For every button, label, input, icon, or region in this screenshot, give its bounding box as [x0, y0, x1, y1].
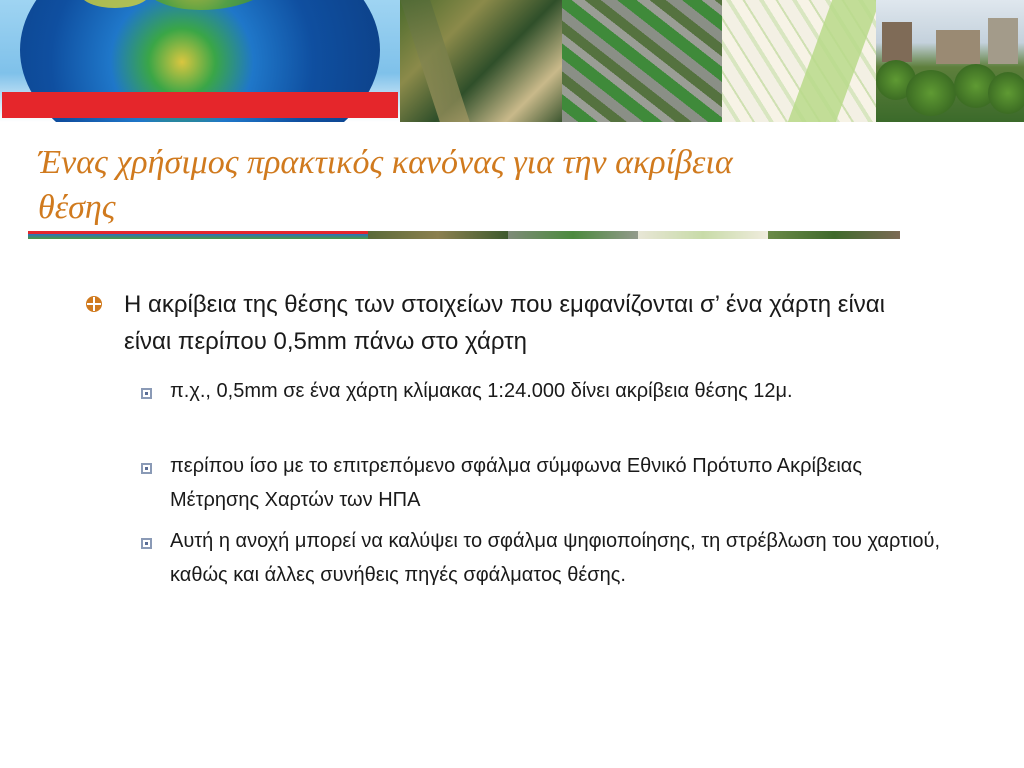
sub-bullet-icon: [141, 463, 152, 474]
slide-title: Ένας χρήσιμος πρακτικός κανόνας για την ακρίβεια θέσης: [38, 144, 733, 226]
sub-bullet-text-3: Αυτή η ανοχή μπορεί να καλύψει το σφάλμα ψηφιοποίησης, τη στρέβλωση του χαρτιού, καθώς και άλλες συνήθεις πηγές σφάλματος θέσης.: [170, 530, 941, 586]
bullet-icon: [86, 296, 102, 312]
bullet-main-text: Η ακρίβεια της θέσης των στοιχείων που εμφανίζονται σ’ ένα χάρτη είναι είναι περίπου 0,5mm πάνω στο χάρτη: [124, 291, 885, 355]
sub-bullet-text-2: περίπου ίσο με το επιτρεπόμενο σφάλμα σύμφωνα Εθνικό Πρότυπο Ακρίβειας Μέτρησης Χαρτών των ΗΠΑ: [170, 455, 863, 511]
sub-bullet-icon: [141, 388, 152, 399]
sub-bullet-icon: [141, 538, 152, 549]
sub-bullet-text-1: π.χ., 0,5mm σε ένα χάρτη κλίμακας 1:24.000 δίνει ακρίβεια θέσης 12μ.: [170, 380, 793, 402]
